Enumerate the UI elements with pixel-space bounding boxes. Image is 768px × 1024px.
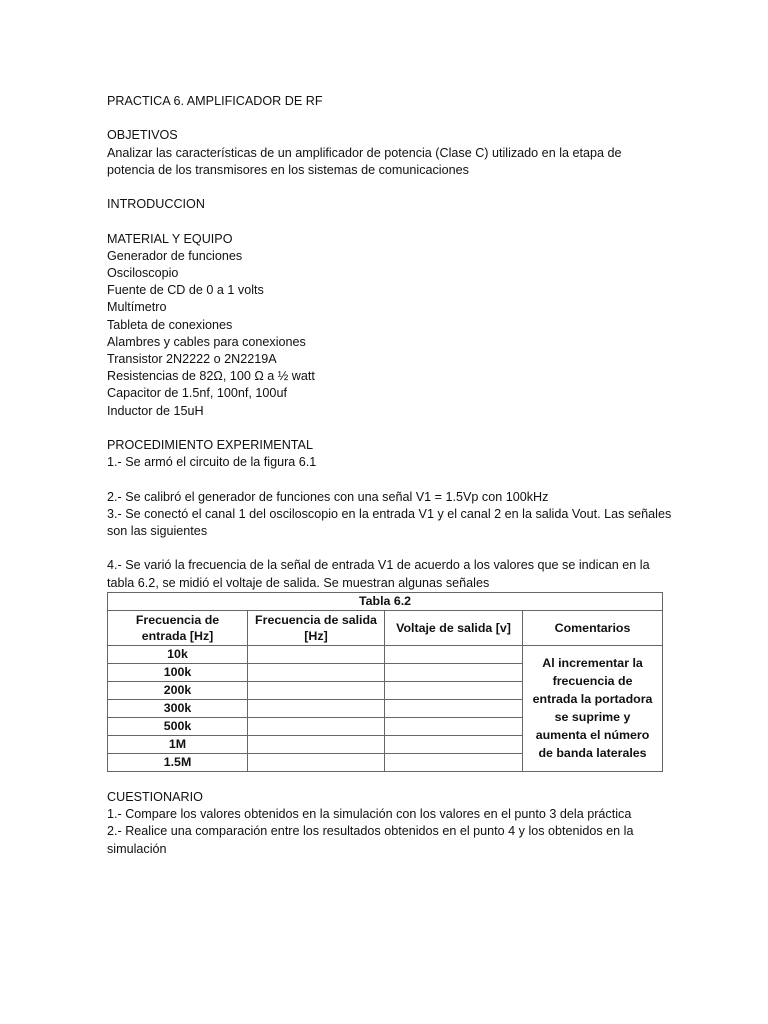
column-header: Frecuencia de entrada [Hz] — [108, 610, 248, 645]
material-item: Inductor de 15uH — [107, 403, 204, 418]
cell-voltaje-salida — [385, 699, 523, 717]
cell-frecuencia-salida — [248, 663, 385, 681]
cuestionario-q2-cont: simulación — [107, 841, 167, 856]
procedimiento-step-4-cont: tabla 6.2, se midió el voltaje de salida. Se muestran algunas señales — [107, 575, 490, 590]
column-header: Frecuencia de salida [Hz] — [248, 610, 385, 645]
cuestionario-q1: 1.- Compare los valores obtenidos en la simulación con los valores en el punto 3 dela práctica — [107, 807, 632, 822]
cell-voltaje-salida — [385, 681, 523, 699]
objetivos-line: potencia de los transmisores en los sistemas de comunicaciones — [107, 162, 469, 177]
objetivos-line: Analizar las características de un amplificador de potencia (Clase C) utilizado en la etapa de — [107, 145, 622, 160]
material-item: Alambres y cables para conexiones — [107, 334, 306, 349]
material-item: Tableta de conexiones — [107, 317, 233, 332]
material-item: Fuente de CD de 0 a 1 volts — [107, 283, 264, 298]
material-item: Resistencias de 82Ω, 100 Ω a ½ watt — [107, 369, 315, 384]
material-item: Multímetro — [107, 300, 167, 315]
document-title: PRACTICA 6. AMPLIFICADOR DE RF — [107, 94, 323, 108]
cell-frecuencia-entrada: 500k — [108, 717, 248, 735]
cell-voltaje-salida — [385, 717, 523, 735]
tabla-6-2 — [107, 592, 663, 772]
procedimiento-step-3: 3.- Se conectó el canal 1 del osciloscopio en la entrada V1 y el canal 2 en la salida Vout. Las señales — [107, 506, 672, 521]
introduccion-heading: INTRODUCCION — [107, 197, 205, 212]
cell-frecuencia-salida — [248, 735, 385, 753]
cell-frecuencia-salida — [248, 699, 385, 717]
cell-frecuencia-entrada: 200k — [108, 681, 248, 699]
cell-frecuencia-salida — [248, 753, 385, 771]
procedimiento-step-3-cont: son las siguientes — [107, 524, 208, 538]
procedimiento-step-1: 1.- Se armó el circuito de la figura 6.1 — [107, 455, 317, 470]
cell-frecuencia-salida — [248, 645, 385, 663]
column-header: Comentarios — [523, 610, 663, 645]
cell-frecuencia-entrada: 1M — [108, 735, 248, 753]
procedimiento-step-2: 2.- Se calibró el generador de funciones con una señal V1 = 1.5Vp con 100kHz — [107, 489, 549, 504]
cell-voltaje-salida — [385, 753, 523, 771]
cuestionario-heading: CUESTIONARIO — [107, 789, 203, 804]
cell-frecuencia-entrada: 300k — [108, 699, 248, 717]
cell-frecuencia-entrada: 1.5M — [108, 753, 248, 771]
cell-frecuencia-salida — [248, 681, 385, 699]
cell-voltaje-salida — [385, 645, 523, 663]
cuestionario-q2: 2.- Realice una comparación entre los resultados obtenidos en el punto 4 y los obtenidos en la — [107, 824, 634, 839]
cell-voltaje-salida — [385, 663, 523, 681]
material-heading: MATERIAL Y EQUIPO — [107, 231, 233, 246]
material-item: Osciloscopio — [107, 265, 179, 280]
cell-frecuencia-salida — [248, 717, 385, 735]
material-item: Transistor 2N2222 o 2N2219A — [107, 352, 277, 366]
objetivos-heading: OBJETIVOS — [107, 128, 178, 143]
material-item: Capacitor de 1.5nf, 100nf, 100uf — [107, 386, 287, 401]
procedimiento-step-4: 4.- Se varió la frecuencia de la señal de entrada V1 de acuerdo a los valores que se indican en la — [107, 558, 650, 573]
cell-frecuencia-entrada: 10k — [108, 645, 248, 663]
material-item: Generador de funciones — [107, 248, 243, 263]
cell-frecuencia-entrada: 100k — [108, 663, 248, 681]
column-header: Voltaje de salida [v] — [385, 610, 523, 645]
table-title: Tabla 6.2 — [108, 592, 663, 610]
table-row — [108, 645, 663, 663]
cell-comentarios: Al incrementar la frecuencia de entrada la portadora se suprime y aumenta el número de banda laterales — [523, 645, 663, 771]
cell-voltaje-salida — [385, 735, 523, 753]
procedimiento-heading: PROCEDIMIENTO EXPERIMENTAL — [107, 438, 313, 452]
document-page — [107, 93, 672, 858]
